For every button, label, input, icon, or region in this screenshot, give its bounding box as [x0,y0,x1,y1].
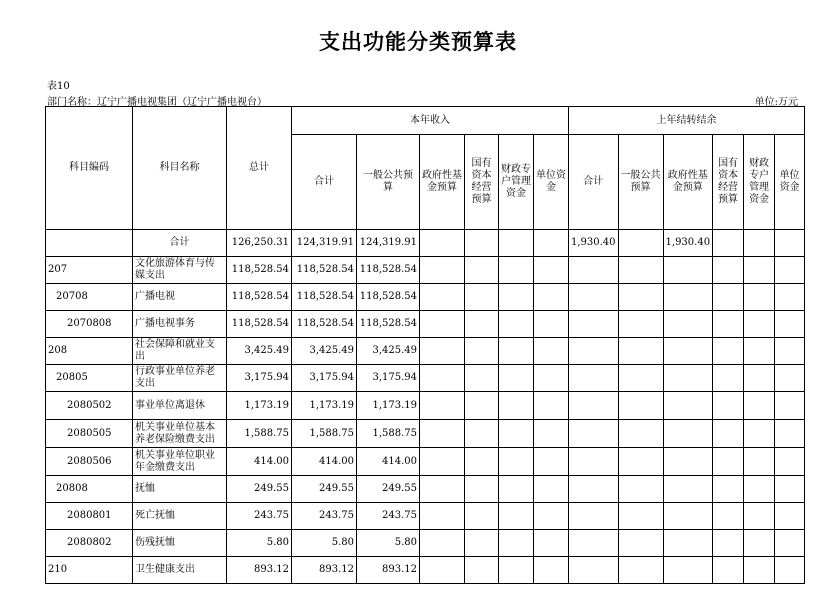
cell-prev-general [618,420,663,448]
cell-prev-special [744,392,775,420]
cell-name: 社会保障和就业支出 [133,338,227,365]
cell-name: 抚恤 [133,476,227,503]
cell-cur-subtotal: 249.55 [292,476,357,503]
cell-prev-special [744,257,775,284]
cell-prev-special [744,476,775,503]
cell-cur-subtotal: 1,588.75 [292,420,357,448]
cell-prev-state-capital [713,557,744,584]
cell-cur-state-capital [465,503,499,530]
cell-prev-general [618,476,663,503]
cell-prev-fund [663,448,713,476]
cell-total: 118,528.54 [227,311,292,338]
cell-prev-subtotal [569,476,619,503]
table-row [46,557,805,584]
cell-name: 广播电视事务 [133,311,227,338]
cell-cur-state-capital [465,476,499,503]
unit-label: 单位:万元 [754,97,798,108]
header-prev-special: 财政专户管理资金 [744,135,775,230]
cell-cur-state-capital [465,230,499,257]
cell-prev-state-capital [713,230,744,257]
cell-prev-general [618,257,663,284]
header-cur-special: 财政专户管理资金 [499,135,534,230]
cell-prev-unit [775,230,805,257]
cell-cur-general: 243.75 [357,503,420,530]
cell-total: 5.80 [227,530,292,557]
cell-cur-state-capital [465,338,499,365]
cell-cur-special [499,230,534,257]
cell-prev-fund [663,311,713,338]
header-total: 总计 [227,107,292,230]
budget-table [45,106,805,584]
cell-prev-fund [663,338,713,365]
cell-total: 3,175.94 [227,365,292,392]
cell-total: 1,173.19 [227,392,292,420]
cell-cur-general: 249.55 [357,476,420,503]
cell-code: 2080802 [46,530,133,557]
cell-prev-special [744,557,775,584]
cell-cur-unit [534,503,569,530]
cell-cur-general: 118,528.54 [357,257,420,284]
cell-cur-unit [534,420,569,448]
cell-prev-fund [663,557,713,584]
cell-cur-fund [420,557,465,584]
cell-cur-subtotal: 124,319.91 [292,230,357,257]
cell-cur-unit [534,257,569,284]
cell-total: 243.75 [227,503,292,530]
cell-prev-state-capital [713,365,744,392]
cell-total: 3,425.49 [227,338,292,365]
cell-cur-general: 3,175.94 [357,365,420,392]
cell-cur-state-capital [465,392,499,420]
cell-prev-fund [663,257,713,284]
cell-cur-state-capital [465,311,499,338]
cell-prev-subtotal: 1,930.40 [569,230,619,257]
cell-prev-fund [663,530,713,557]
cell-name: 事业单位离退休 [133,392,227,420]
cell-prev-subtotal [569,365,619,392]
cell-name: 机关事业单位基本养老保险缴费支出 [133,420,227,448]
cell-total: 118,528.54 [227,257,292,284]
cell-total: 414.00 [227,448,292,476]
cell-prev-general [618,311,663,338]
cell-cur-fund [420,503,465,530]
cell-cur-fund [420,365,465,392]
cell-prev-state-capital [713,448,744,476]
cell-prev-fund [663,503,713,530]
cell-prev-general [618,503,663,530]
cell-prev-general [618,557,663,584]
cell-cur-fund [420,448,465,476]
cell-cur-unit [534,284,569,311]
cell-code [46,230,133,257]
cell-cur-state-capital [465,557,499,584]
cell-cur-subtotal: 118,528.54 [292,284,357,311]
cell-prev-unit [775,503,805,530]
header-prev-balance: 上年结转结余 [569,107,805,135]
cell-cur-subtotal: 243.75 [292,503,357,530]
header-prev-state-capital: 国有资本经营预算 [713,135,744,230]
cell-cur-unit [534,338,569,365]
header-cur-general: 一般公共预算 [357,135,420,230]
cell-cur-fund [420,284,465,311]
cell-code: 208 [46,338,133,365]
cell-code: 20808 [46,476,133,503]
cell-code: 2080505 [46,420,133,448]
cell-prev-unit [775,420,805,448]
table-row [46,257,805,284]
cell-cur-special [499,365,534,392]
department-name: 部门名称：辽宁广播电视集团（辽宁广播电视台） [47,97,267,108]
cell-prev-unit [775,284,805,311]
cell-prev-unit [775,448,805,476]
cell-total: 893.12 [227,557,292,584]
cell-prev-subtotal [569,557,619,584]
cell-cur-special [499,311,534,338]
header-cur-fund: 政府性基金预算 [420,135,465,230]
cell-prev-special [744,338,775,365]
header-prev-general: 一般公共预算 [618,135,663,230]
cell-cur-fund [420,392,465,420]
cell-prev-state-capital [713,284,744,311]
cell-prev-unit [775,311,805,338]
cell-prev-state-capital [713,311,744,338]
cell-cur-fund [420,338,465,365]
cell-cur-subtotal: 893.12 [292,557,357,584]
cell-prev-general [618,448,663,476]
page-title: 支出功能分类预算表 [319,30,517,54]
cell-prev-special [744,448,775,476]
table-row [46,448,805,476]
table-row [46,392,805,420]
cell-cur-state-capital [465,420,499,448]
cell-name: 文化旅游体育与传媒支出 [133,257,227,284]
table-row [46,284,805,311]
cell-prev-fund [663,365,713,392]
cell-code: 207 [46,257,133,284]
cell-total: 249.55 [227,476,292,503]
cell-prev-state-capital [713,392,744,420]
cell-name: 广播电视 [133,284,227,311]
table-row [46,420,805,448]
cell-prev-unit [775,392,805,420]
cell-prev-unit [775,338,805,365]
cell-cur-unit [534,365,569,392]
cell-cur-subtotal: 5.80 [292,530,357,557]
cell-code: 210 [46,557,133,584]
cell-cur-unit [534,530,569,557]
cell-cur-general: 5.80 [357,530,420,557]
cell-prev-general [618,338,663,365]
cell-cur-unit [534,476,569,503]
cell-cur-general: 414.00 [357,448,420,476]
cell-name: 死亡抚恤 [133,503,227,530]
cell-prev-subtotal [569,530,619,557]
cell-cur-state-capital [465,448,499,476]
cell-prev-state-capital [713,257,744,284]
cell-cur-fund [420,530,465,557]
cell-prev-general [618,365,663,392]
table-row [46,338,805,365]
cell-prev-special [744,530,775,557]
cell-prev-fund: 1,930.40 [663,230,713,257]
cell-prev-general [618,392,663,420]
cell-code: 2080801 [46,503,133,530]
cell-cur-fund [420,420,465,448]
table-row [46,311,805,338]
cell-prev-special [744,311,775,338]
cell-prev-subtotal [569,284,619,311]
cell-prev-unit [775,557,805,584]
cell-prev-unit [775,530,805,557]
cell-cur-special [499,284,534,311]
cell-cur-general: 3,425.49 [357,338,420,365]
cell-name: 机关事业单位职业年金缴费支出 [133,448,227,476]
cell-prev-special [744,420,775,448]
cell-cur-special [499,338,534,365]
cell-cur-fund [420,257,465,284]
cell-cur-general: 118,528.54 [357,284,420,311]
cell-name: 卫生健康支出 [133,557,227,584]
header-current-income: 本年收入 [292,107,569,135]
header-prev-unit: 单位资金 [775,135,805,230]
cell-cur-state-capital [465,284,499,311]
header-cur-state-capital: 国有资本经营预算 [465,135,499,230]
cell-prev-state-capital [713,476,744,503]
cell-prev-subtotal [569,503,619,530]
cell-cur-unit [534,557,569,584]
table-row [46,365,805,392]
cell-cur-general: 118,528.54 [357,311,420,338]
cell-code: 20805 [46,365,133,392]
header-cur-subtotal: 合计 [292,135,357,230]
cell-prev-subtotal [569,448,619,476]
cell-prev-unit [775,365,805,392]
cell-cur-general: 124,319.91 [357,230,420,257]
cell-total: 126,250.31 [227,230,292,257]
cell-cur-subtotal: 3,175.94 [292,365,357,392]
cell-prev-fund [663,392,713,420]
cell-prev-state-capital [713,420,744,448]
header-cur-unit: 单位资金 [534,135,569,230]
cell-prev-subtotal [569,338,619,365]
cell-cur-state-capital [465,530,499,557]
cell-cur-general: 1,173.19 [357,392,420,420]
header-code: 科目编码 [46,107,133,230]
cell-cur-special [499,257,534,284]
cell-prev-state-capital [713,503,744,530]
cell-prev-fund [663,420,713,448]
cell-code: 20708 [46,284,133,311]
cell-prev-special [744,230,775,257]
cell-cur-fund [420,476,465,503]
cell-cur-subtotal: 414.00 [292,448,357,476]
cell-cur-subtotal: 3,425.49 [292,338,357,365]
cell-prev-state-capital [713,530,744,557]
header-name: 科目名称 [133,107,227,230]
cell-total: 1,588.75 [227,420,292,448]
table-row [46,503,805,530]
cell-cur-special [499,530,534,557]
cell-cur-subtotal: 1,173.19 [292,392,357,420]
cell-cur-state-capital [465,365,499,392]
header-prev-subtotal: 合计 [569,135,619,230]
cell-cur-unit [534,230,569,257]
cell-cur-fund [420,230,465,257]
cell-cur-special [499,503,534,530]
cell-cur-special [499,420,534,448]
header-prev-fund: 政府性基金预算 [663,135,713,230]
cell-prev-subtotal [569,392,619,420]
cell-name: 合计 [133,230,227,257]
cell-cur-special [499,392,534,420]
cell-code: 2080506 [46,448,133,476]
cell-cur-subtotal: 118,528.54 [292,257,357,284]
cell-prev-state-capital [713,338,744,365]
cell-cur-subtotal: 118,528.54 [292,311,357,338]
cell-prev-special [744,503,775,530]
header-row-1 [46,107,805,135]
cell-cur-special [499,557,534,584]
cell-prev-subtotal [569,257,619,284]
cell-prev-fund [663,284,713,311]
cell-total: 118,528.54 [227,284,292,311]
table-row [46,476,805,503]
cell-code: 2080502 [46,392,133,420]
cell-cur-special [499,476,534,503]
cell-name: 行政事业单位养老支出 [133,365,227,392]
cell-prev-unit [775,476,805,503]
cell-prev-subtotal [569,311,619,338]
cell-cur-general: 1,588.75 [357,420,420,448]
cell-code: 2070808 [46,311,133,338]
cell-prev-general [618,284,663,311]
total-row [46,230,805,257]
cell-prev-unit [775,257,805,284]
cell-name: 伤残抚恤 [133,530,227,557]
cell-prev-fund [663,476,713,503]
cell-cur-special [499,448,534,476]
cell-cur-state-capital [465,257,499,284]
cell-cur-unit [534,448,569,476]
cell-prev-subtotal [569,420,619,448]
cell-cur-unit [534,311,569,338]
cell-cur-unit [534,392,569,420]
cell-prev-special [744,284,775,311]
cell-prev-general [618,530,663,557]
form-number: 表10 [47,81,70,92]
cell-prev-special [744,365,775,392]
table-row [46,530,805,557]
cell-cur-fund [420,311,465,338]
cell-cur-general: 893.12 [357,557,420,584]
cell-prev-general [618,230,663,257]
